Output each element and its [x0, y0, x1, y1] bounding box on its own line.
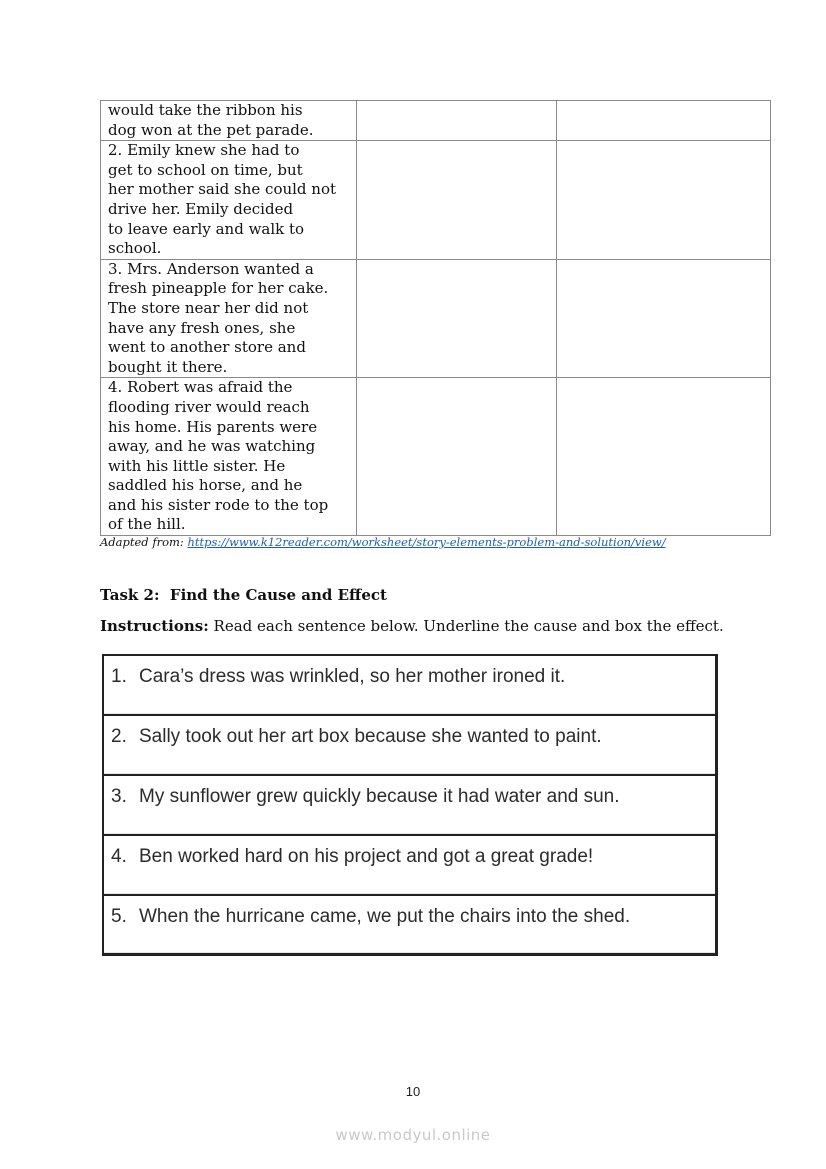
story-cell: 4. Robert was afraid the flooding river would reach his home. His parents were away, and he was watching with his little sister. He saddled his horse, and he and his sister rode to the top of the hill.	[101, 378, 357, 536]
sentence-text: Sally took out her art box because she wanted to paint.	[139, 726, 602, 747]
story-cell: 2. Emily knew she had to get to school on time, but her mother said she could not drive her. Emily decided to leave early and walk to school.	[101, 141, 357, 260]
sentence-box	[102, 834, 718, 894]
table-row	[101, 378, 771, 536]
sentence-number: 2.	[111, 726, 127, 747]
sentence-text: When the hurricane came, we put the chairs into the shed.	[139, 906, 631, 927]
answer-cell[interactable]	[557, 101, 771, 141]
source-citation	[100, 535, 666, 549]
story-cell: would take the ribbon his dog won at the pet parade.	[101, 101, 357, 141]
story-elements-table	[100, 100, 771, 536]
table-row	[101, 141, 771, 260]
table-row	[101, 101, 771, 141]
answer-cell[interactable]	[557, 259, 771, 378]
source-link[interactable]: https://www.k12reader.com/worksheet/story-elements-problem-and-solution/view/	[187, 535, 666, 549]
answer-cell[interactable]	[357, 378, 557, 536]
sentence-list	[102, 654, 718, 956]
answer-cell[interactable]	[557, 378, 771, 536]
answer-cell[interactable]	[357, 141, 557, 260]
answer-cell[interactable]	[357, 101, 557, 141]
sentence-text: My sunflower grew quickly because it had water and sun.	[139, 786, 620, 807]
instructions-text: Read each sentence below. Underline the cause and box the effect.	[208, 617, 724, 635]
sentence-number: 4.	[111, 846, 127, 867]
sentence-number: 1.	[111, 666, 127, 687]
instructions	[100, 617, 724, 635]
sentence-number: 5.	[111, 906, 127, 927]
answer-cell[interactable]	[357, 259, 557, 378]
sentence-box	[102, 774, 718, 834]
instructions-label: Instructions:	[100, 617, 209, 635]
task-title: Task 2: Find the Cause and Effect	[100, 586, 387, 604]
sentence-box	[102, 714, 718, 774]
sentence-text: Ben worked hard on his project and got a great grade!	[139, 846, 594, 867]
sentence-box	[102, 654, 718, 714]
story-cell: 3. Mrs. Anderson wanted a fresh pineapple for her cake. The store near her did not have any fresh ones, she went to another store and bought it there.	[101, 259, 357, 378]
sentence-number: 3.	[111, 786, 127, 807]
table-row	[101, 259, 771, 378]
sentence-box	[102, 894, 718, 956]
sentence-text: Cara’s dress was wrinkled, so her mother ironed it.	[139, 666, 566, 687]
answer-cell[interactable]	[557, 141, 771, 260]
source-prefix: Adapted from:	[100, 535, 188, 549]
page-number: 10	[405, 1084, 421, 1099]
watermark: www.modyul.online	[335, 1126, 491, 1144]
